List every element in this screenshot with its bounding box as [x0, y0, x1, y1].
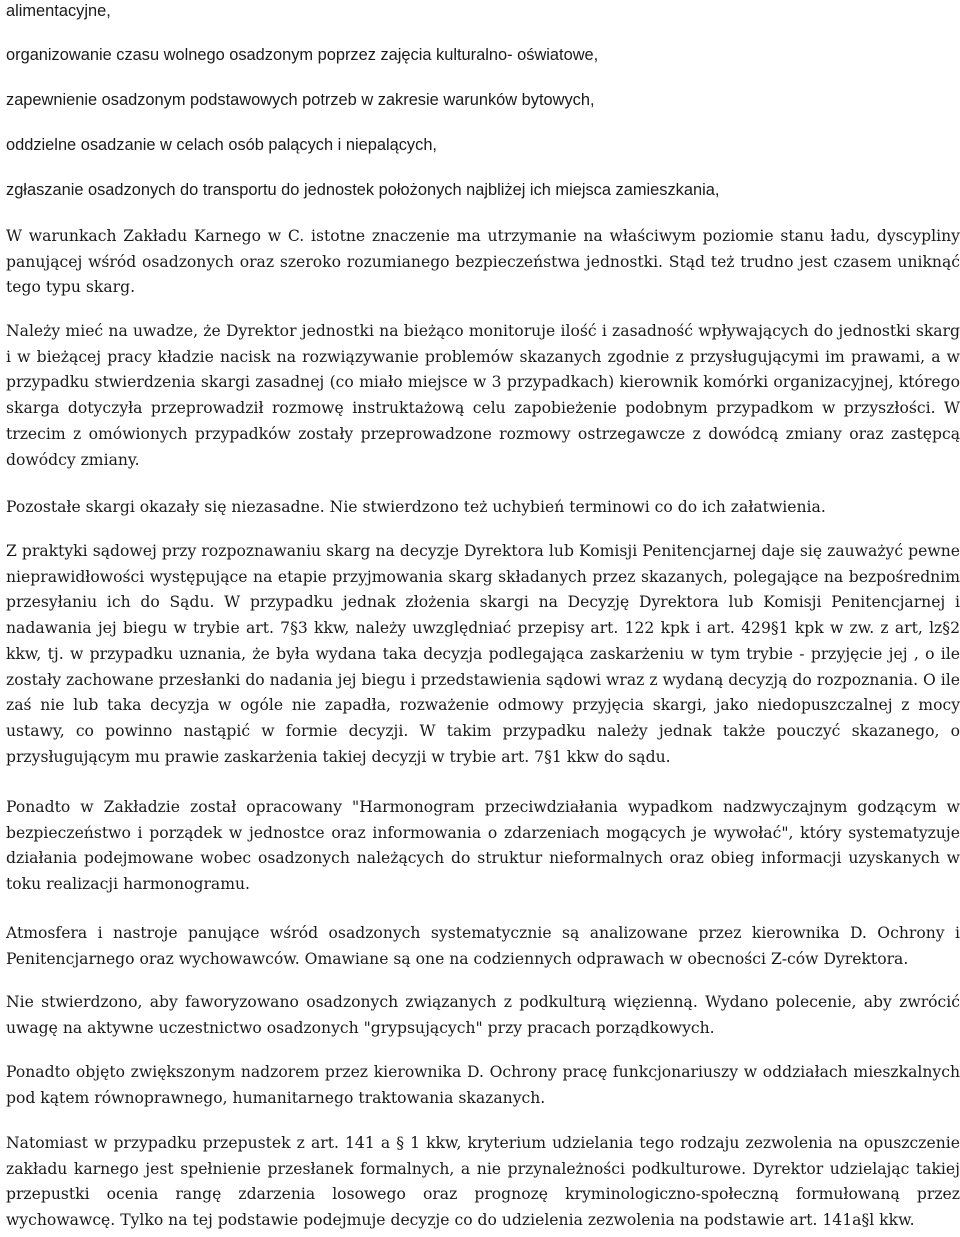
- paragraph: Pozostałe skargi okazały się niezasadne. Nie stwierdzono też uchybień terminowi co do ich załatwienia.: [6, 498, 826, 516]
- list-item: zapewnienie osadzonym podstawowych potrzeb w zakresie warunków bytowych,: [6, 91, 595, 109]
- paragraph: Atmosfera i nastroje panujące wśród osadzonych systematycznie są analizowane przez kierownika D. Ochrony i Penitencjarnego oraz wychowawców. Omawiane są one na codziennych odprawach w obecności Z-ców Dyrektora.: [6, 924, 960, 968]
- paragraph: Ponadto objęto zwiększonym nadzorem przez kierownika D. Ochrony pracę funkcjonariuszy w oddziałach mieszkalnych pod kątem równoprawnego, humanitarnego traktowania skazanych.: [6, 1063, 960, 1107]
- paragraph: Ponadto w Zakładzie został opracowany "Harmonogram przeciwdziałania wypadkom nadzwyczajnym godzącym w bezpieczeństwo i porządek w jednostce oraz informowania o zdarzeniach mogących je wywołać", który systematyzuje działania podejmowane wobec osadzonych należących do struktur nieformalnych oraz obieg informacji uzyskanych w toku realizacji harmonogramu.: [6, 798, 960, 894]
- list-item: alimentacyjne,: [6, 2, 111, 20]
- paragraph: W warunkach Zakładu Karnego w C. istotne znaczenie ma utrzymanie na właściwym poziomie stanu ładu, dyscypliny panującej wśród osadzonych oraz szeroko rozumianego bezpieczeństwa jednostki. Stąd też trudno jest czasem uniknąć tego typu skarg.: [6, 227, 960, 297]
- paragraph: Należy mieć na uwadze, że Dyrektor jednostki na bieżąco monitoruje ilość i zasadność wpływających do jednostki skarg i w bieżącej pracy kładzie nacisk na rozwiązywanie problemów skazanych zgodnie z przysługującymi im prawami, a w przypadku stwierdzenia skargi zasadnej (co miało miejsce w 3 przypadkach) kierownik komórki organizacyjnej, którego skarga dotyczyła przeprowadził rozmowę instruktażową celu zapobieżenie podobnym przypadkom w przyszłości. W trzecim z omówionych przypadków zostały przeprowadzone rozmowy ostrzegawcze z dowódcą zmiany oraz zastępcą dowódcy zmiany.: [6, 322, 960, 469]
- list-item: zgłaszanie osadzonych do transportu do jednostek położonych najbliżej ich miejsca zamieszkania,: [6, 181, 720, 199]
- paragraph: Natomiast w przypadku przepustek z art. 141 a § 1 kkw, kryterium udzielania tego rodzaju zezwolenia na opuszczenie zakładu karnego jest spełnienie przesłanek formalnych, a nie przynależności podkulturowe. Dyrektor udzielając takiej przepustki ocenia rangę zdarzenia losowego oraz prognozę kryminologiczno-społeczną formułowaną przez wychowawcę. Tylko na tej podstawie podejmuje decyzje co do udzielenia zezwolenia na podstawie art. 141a§l kkw.: [6, 1134, 960, 1230]
- list-item: oddzielne osadzanie w celach osób palących i niepalących,: [6, 136, 437, 154]
- list-item: organizowanie czasu wolnego osadzonym poprzez zajęcia kulturalno- oświatowe,: [6, 46, 599, 64]
- paragraph: Nie stwierdzono, aby faworyzowano osadzonych związanych z podkulturą więzienną. Wydano polecenie, aby zwrócić uwagę na aktywne uczestnictwo osadzonych "grypsujących" przy pracach porządkowych.: [6, 993, 960, 1037]
- paragraph: Z praktyki sądowej przy rozpoznawaniu skarg na decyzje Dyrektora lub Komisji Penitencjarnej daje się zauważyć pewne nieprawidłowości występujące na etapie przyjmowania skarg składanych przez skazanych, polegające na bezpośrednim przesyłaniu ich do Sądu. W przypadku jednak złożenia skargi na Decyzję Dyrektora lub Komisji Penitencjarnej i nadawania jej biegu w trybie art. 7§3 kkw, należy uwzględniać przepisy art. 122 kpk i art. 429§1 kpk w zw. z art, lz§2 kkw, tj. w przypadku uznania, że była wydana taka decyzja podlegająca zaskarżeniu w tym trybie - przyjęcie jej , o ile zostały zachowane przesłanki do nadania jej biegu i przedstawienia sądowi wraz z wydaną decyzją do rozpoznania. O ile zaś nie lub taka decyzja w ogóle nie zapadła, rozważenie odmowy przyjęcia skargi, jako niedopuszczalnej z mocy ustawy, co powinno nastąpić w formie decyzji. W takim przypadku należy jednak także pouczyć skazanego, o przysługującym mu prawie zaskarżenia takiej decyzji w trybie art. 7§1 kkw do sądu.: [6, 542, 960, 766]
